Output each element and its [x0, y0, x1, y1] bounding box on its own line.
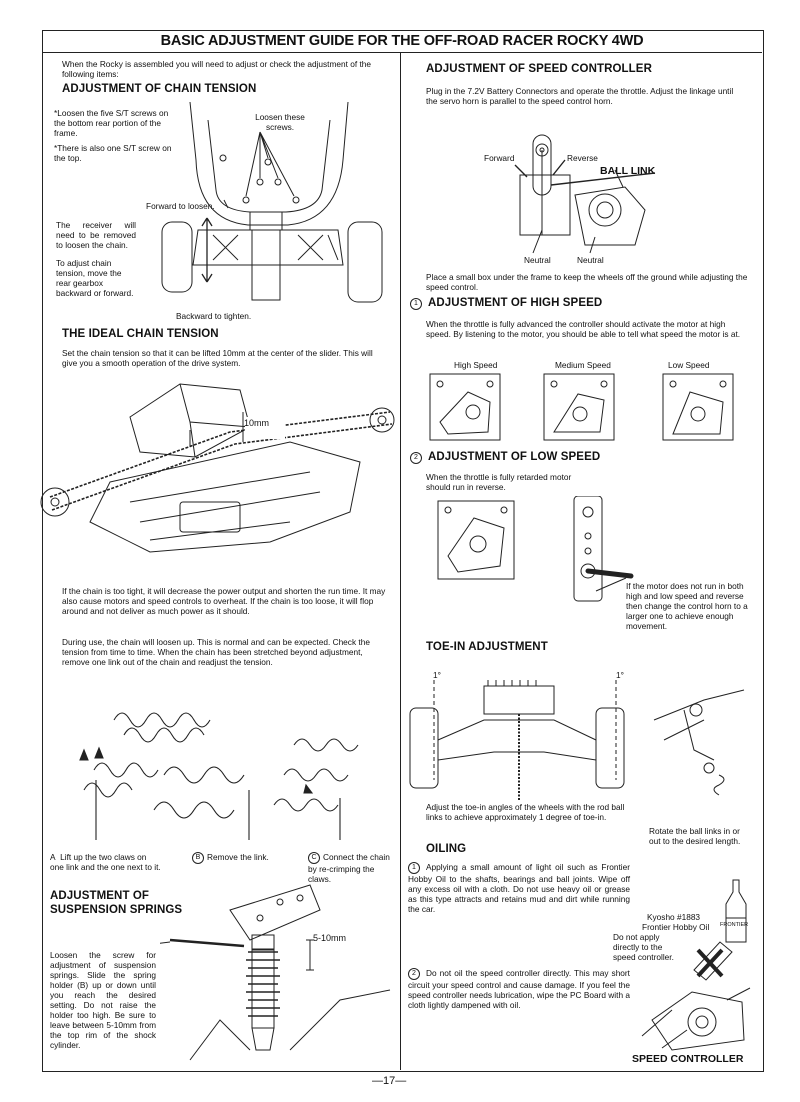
medium-speed-label: Medium Speed: [555, 360, 611, 370]
neutral-label-1: Neutral: [524, 255, 551, 265]
oiling-item-2: 2 Do not oil the speed controller directly. This may short circuit your speed control and cause damage. If you feel the speed controller needs lubrication, wipe the PC Board with a cloth lightly dampened with oil.: [408, 968, 630, 1010]
suspension-spring-illustration: [160, 880, 398, 1065]
page-title: BASIC ADJUSTMENT GUIDE FOR THE OFF-ROAD RACER ROCKY 4WD: [42, 30, 762, 53]
speed-controller-linkage-illustration: [505, 125, 670, 255]
speed-controller-text: Plug in the 7.2V Battery Connectors and operate the throttle. Adjust the linkage until the servo horn is parallel to the speed control horn.: [426, 86, 734, 106]
springs-text: Loosen the screw for adjustment of suspension springs. Slide the spring holder (B) up or down until you reach the desired setting. Do not raise the holder too high. Be sure to leave between 5-10mm from the top rim of the shock cylinder.: [50, 950, 156, 1050]
chain-during-use-text: During use, the chain will loosen up. This is normal and can be expected. Check the tension from time to time. When the chain has been stretched beyond adjustment, remove one link out of the chain and readjust the tension.: [62, 637, 370, 667]
link-step-b: B Remove the link.: [192, 852, 292, 864]
low-speed-heading: 2 ADJUSTMENT OF LOW SPEED: [410, 451, 600, 464]
oiling-heading: OILING: [426, 843, 467, 855]
adjust-gearbox-note: To adjust chain tension, move the rear gearbox backward or forward.: [56, 258, 134, 298]
forward-label: Forward: [484, 153, 515, 163]
do-not-apply-note: Do not apply directly to the speed controller.: [613, 932, 674, 962]
oil-bottle-label: FRONTIER: [720, 922, 749, 928]
chain-tension-heading: ADJUSTMENT OF CHAIN TENSION: [62, 83, 257, 95]
low-speed-label: Low Speed: [668, 360, 710, 370]
chassis-rear-illustration: [138, 100, 400, 310]
low-speed-illustration: [436, 496, 636, 608]
intro-text: When the Rocky is assembled you will need to adjust or check the adjustment of the following items:: [62, 59, 371, 79]
chain-link-steps-illustration: [44, 690, 396, 850]
oil-product-name: Frontier Hobby Oil: [642, 922, 710, 932]
oil-bottle-illustration: [718, 878, 754, 946]
high-speed-text: When the throttle is fully advanced the controller should activate the motor at high speed. By listening to the motor, you should be able to tell what speed the motor is at.: [426, 319, 741, 339]
column-divider: [400, 52, 401, 1070]
chain-slack-dimension: 10mm: [244, 418, 270, 428]
toe-in-illustration: [404, 680, 760, 805]
oil-product-number: Kyosho #1883: [647, 912, 701, 922]
neutral-label-2: Neutral: [577, 255, 604, 265]
rotate-ball-links-note: Rotate the ball links in or out to the desired length.: [649, 826, 741, 846]
speed-positions-illustration: [428, 372, 738, 444]
link-step-a: A Lift up the two claws on one link and the one next to it.: [50, 852, 161, 872]
speed-controller-footer-label: SPEED CONTROLLER: [632, 1053, 744, 1065]
chain-drive-illustration: [30, 372, 400, 587]
receiver-note: The receiver will need to be removed to loosen the chain.: [56, 220, 136, 250]
backward-to-tighten-label: Backward to tighten.: [176, 311, 252, 321]
box-under-frame-note: Place a small box under the frame to keep the wheels off the ground while adjusting the speed control.: [426, 272, 748, 292]
toe-in-heading: TOE-IN ADJUSTMENT: [426, 641, 548, 653]
high-speed-heading: 1 ADJUSTMENT OF HIGH SPEED: [410, 297, 602, 310]
toe-angle-right: 1°: [616, 670, 624, 680]
springs-heading-2: SUSPENSION SPRINGS: [50, 904, 183, 916]
link-step-c: C Connect the chain by re-crimping the claws.: [308, 852, 390, 884]
chain-too-tight-text: If the chain is too tight, it will decrease the power output and shorten the run time. It may also cause motors and speed controls to overheat. If the chain is too loose, it will flop around and not deliver as much power as it should.: [62, 586, 386, 616]
spring-gap-dimension: 5-10mm: [313, 933, 347, 943]
high-speed-label: High Speed: [454, 360, 498, 370]
chain-note-2: *There is also one S/T screw on the top.: [54, 143, 172, 163]
ideal-chain-text: Set the chain tension so that it can be lifted 10mm at the center of the slider. This will give you a smooth operation of the drive system.: [62, 348, 373, 368]
speed-controller-heading: ADJUSTMENT OF SPEED CONTROLLER: [426, 63, 652, 75]
ball-link-label: BALL LINK: [600, 165, 656, 177]
reverse-label: Reverse: [567, 153, 598, 163]
low-speed-text: When the throttle is fully retarded motor should run in reverse.: [426, 472, 572, 492]
springs-heading-1: ADJUSTMENT OF: [50, 890, 150, 902]
forward-to-loosen-label: Forward to loosen.: [146, 201, 215, 211]
chain-note-1: *Loosen the five S/T screws on the bottom rear portion of the frame.: [54, 108, 169, 138]
toe-angle-left: 1°: [433, 670, 441, 680]
ideal-chain-heading: THE IDEAL CHAIN TENSION: [62, 328, 219, 340]
speed-controller-oiling-illustration: [632, 940, 756, 1052]
oiling-item-1: 1 Applying a small amount of light oil such as Frontier Hobby Oil to the shafts, bearings and ball joints. Wipe off any excess oil with a cloth. Do not use heavy oil or grease as this type attracts and retains mud and dirt while running the car.: [408, 862, 630, 914]
toe-in-text: Adjust the toe-in angles of the wheels with the rod ball links to achieve approximately 1 degree of toe-in.: [426, 802, 625, 822]
low-speed-note: If the motor does not run in both high and low speed and reverse then change the control horn to a larger one to achieve enough movement.: [626, 581, 748, 631]
loosen-screws-label: Loosen these screws.: [255, 112, 305, 132]
page-number: —17—: [372, 1075, 407, 1087]
